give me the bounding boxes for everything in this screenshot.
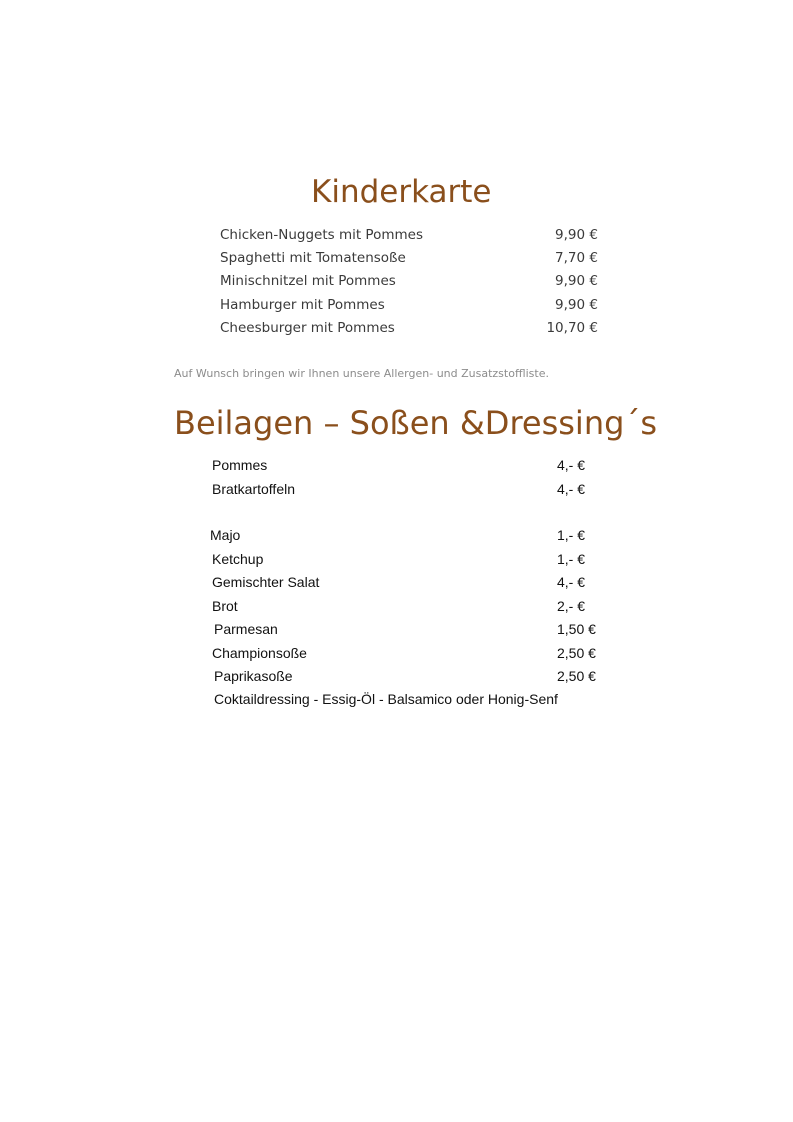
item-name: Gemischter Salat bbox=[212, 574, 320, 590]
item-name: Bratkartoffeln bbox=[212, 481, 296, 497]
item-name: Minischnitzel mit Pommes bbox=[220, 273, 396, 289]
item-price: 9,90 € bbox=[555, 227, 598, 243]
item-name: Ketchup bbox=[212, 551, 264, 567]
menu-item bbox=[200, 479, 600, 499]
menu-item bbox=[220, 295, 598, 315]
allergen-note: Auf Wunsch bringen wir Ihnen unsere Allergen- und Zusatzstoffliste. bbox=[174, 367, 549, 380]
item-price: 4,- € bbox=[557, 574, 586, 590]
item-name: Chicken-Nuggets mit Pommes bbox=[220, 227, 423, 243]
menu-item bbox=[220, 318, 598, 338]
item-price: 4,- € bbox=[557, 481, 586, 497]
item-name: Cheesburger mit Pommes bbox=[220, 320, 395, 336]
item-price: 10,70 € bbox=[546, 320, 598, 336]
item-price: 1,50 € bbox=[557, 621, 596, 637]
item-name: Parmesan bbox=[214, 621, 278, 637]
menu-item bbox=[200, 689, 600, 709]
item-name: Hamburger mit Pommes bbox=[220, 297, 385, 313]
menu-item bbox=[200, 643, 600, 663]
item-price: 9,90 € bbox=[555, 297, 598, 313]
item-price: 1,- € bbox=[557, 527, 586, 543]
item-price: 1,- € bbox=[557, 551, 586, 567]
item-name: Spaghetti mit Tomatensoße bbox=[220, 250, 406, 266]
item-name: Paprikasoße bbox=[214, 668, 293, 684]
menu-item bbox=[200, 572, 600, 592]
item-name: Coktaildressing - Essig-Öl - Balsamico oder Honig-Senf bbox=[214, 691, 558, 707]
menu-item bbox=[200, 455, 600, 475]
item-price: 2,50 € bbox=[557, 668, 596, 684]
item-price: 4,- € bbox=[557, 457, 586, 473]
item-price: 2,- € bbox=[557, 598, 586, 614]
menu-item bbox=[200, 525, 600, 545]
menu-item bbox=[220, 225, 598, 245]
item-name: Pommes bbox=[212, 457, 268, 473]
item-price: 2,50 € bbox=[557, 645, 596, 661]
item-price: 9,90 € bbox=[555, 273, 598, 289]
item-name: Brot bbox=[212, 598, 238, 614]
menu-item bbox=[200, 619, 600, 639]
kinderkarte-title: Kinderkarte bbox=[311, 174, 492, 210]
menu-item bbox=[200, 666, 600, 686]
menu-item bbox=[200, 596, 600, 616]
item-price: 7,70 € bbox=[555, 250, 598, 266]
menu-item bbox=[200, 549, 600, 569]
beilagen-title: Beilagen – Soßen &Dressing´s bbox=[174, 404, 658, 442]
item-name: Majo bbox=[210, 527, 241, 543]
item-name: Championsoße bbox=[212, 645, 307, 661]
menu-item bbox=[220, 271, 598, 291]
menu-item bbox=[220, 248, 598, 268]
